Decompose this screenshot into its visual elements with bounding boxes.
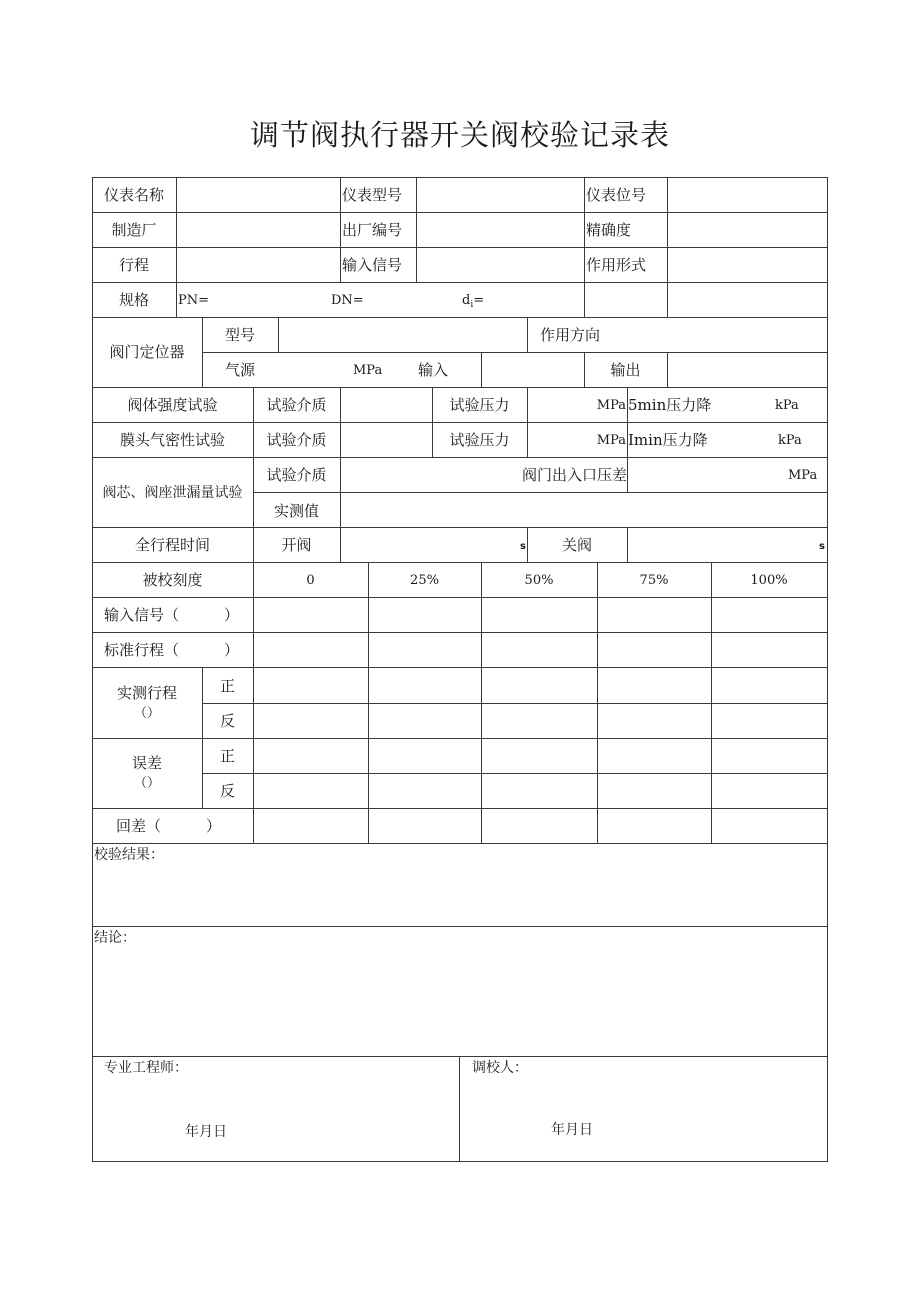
- standard-stroke-row-label: 标准行程（ ）: [104, 641, 240, 659]
- test-pressure-label: 试验压力: [449, 396, 510, 414]
- h-line: [202, 703, 828, 704]
- v-line: [627, 527, 628, 562]
- h-line: [92, 926, 828, 927]
- v-line: [176, 177, 177, 282]
- diff-pressure-label: 阀门出入口压差: [521, 466, 627, 484]
- h-line: [92, 387, 828, 388]
- h-line: [92, 177, 828, 178]
- test-medium-label: 试验介质: [266, 466, 327, 484]
- v-line: [340, 387, 341, 457]
- pressure-unit: MPa: [596, 433, 626, 448]
- action-form-label: 作用形式: [586, 256, 647, 274]
- v-line: [278, 317, 279, 352]
- positioner-input-label: 输入: [418, 361, 449, 379]
- form-title: 调节阀执行器开关阀校验记录表: [249, 118, 670, 152]
- scale-point-100: 100%: [750, 573, 788, 588]
- v-line: [176, 282, 177, 317]
- v-line: [92, 177, 93, 1162]
- calibrator-date: 年月日: [551, 1122, 593, 1138]
- stroke-label: 行程: [118, 256, 149, 274]
- positioner-output-label: 输出: [610, 361, 641, 379]
- close-valve-label: 关阀: [561, 536, 592, 554]
- body-strength-label: 阀体强度试验: [127, 396, 218, 414]
- spec-label: 规格: [118, 291, 149, 309]
- action-direction-label: 作用方向: [540, 326, 601, 344]
- test-medium-label: 试验介质: [266, 431, 327, 449]
- open-time-unit: s: [520, 541, 526, 552]
- instrument-tag-label: 仪表位号: [586, 186, 647, 204]
- h-line: [92, 1056, 828, 1057]
- accuracy-label: 精确度: [586, 221, 632, 239]
- instrument-name-label: 仪表名称: [103, 186, 164, 204]
- pressure-drop-5min-label: 5min压力降: [628, 396, 712, 414]
- calibration-result-label: 校验结果：: [94, 847, 164, 863]
- v-line: [527, 317, 528, 352]
- measured-stroke-unit: （）: [133, 706, 160, 721]
- air-source-label: 气源: [224, 361, 255, 379]
- error-unit: （）: [133, 776, 160, 791]
- v-line: [481, 562, 482, 843]
- v-line: [368, 562, 369, 843]
- engineer-date: 年月日: [185, 1124, 227, 1140]
- h-line: [92, 282, 828, 283]
- measured-value-label: 实测值: [273, 502, 319, 520]
- h-line: [202, 773, 828, 774]
- diaphragm-seal-label: 膜头气密性试验: [119, 431, 225, 449]
- pn-field: PN=: [178, 293, 210, 308]
- serial-number-label: 出厂编号: [342, 221, 403, 239]
- dn-field: DN=: [331, 293, 364, 308]
- v-line: [459, 1056, 460, 1161]
- h-line: [92, 562, 828, 563]
- v-line: [340, 177, 341, 282]
- v-line: [597, 562, 598, 843]
- scale-point-75: 75%: [639, 573, 669, 588]
- h-line: [92, 457, 828, 458]
- h-line: [92, 808, 828, 809]
- h-line: [92, 1161, 828, 1162]
- scale-point-25: 25%: [410, 573, 439, 588]
- engineer-label: 专业工程师：: [104, 1060, 188, 1076]
- input-signal-row-label: 输入信号（ ）: [104, 606, 240, 624]
- forward-label: 正: [219, 677, 235, 695]
- di-field: $d_i=$: [462, 293, 485, 310]
- h-line: [92, 632, 828, 633]
- v-line: [253, 562, 254, 843]
- instrument-model-label: 仪表型号: [342, 186, 403, 204]
- pressure-drop-1min-label: Imin压力降: [628, 431, 708, 449]
- h-line: [92, 527, 828, 528]
- manufacturer-label: 制造厂: [111, 221, 157, 239]
- v-line: [627, 457, 628, 492]
- air-unit: MPa: [353, 363, 383, 378]
- h-line: [92, 247, 828, 248]
- close-time-unit: s: [819, 541, 825, 552]
- reverse-label: 反: [219, 782, 235, 800]
- forward-label: 正: [219, 747, 235, 765]
- pressure-drop-unit: kPa: [778, 433, 802, 448]
- v-line: [584, 282, 585, 317]
- scale-point-50: 50%: [524, 573, 554, 588]
- v-line: [340, 527, 341, 562]
- test-medium-label: 试验介质: [266, 396, 327, 414]
- h-line: [92, 212, 828, 213]
- scale-point-0: 0: [306, 573, 315, 588]
- measured-stroke-label: 实测行程: [116, 684, 177, 702]
- full-stroke-time-label: 全行程时间: [134, 536, 210, 554]
- h-line: [92, 422, 828, 423]
- v-line: [584, 177, 585, 282]
- calibrated-scale-label: 被校刻度: [142, 571, 203, 589]
- conclusion-label: 结论：: [94, 930, 136, 946]
- reverse-label: 反: [219, 712, 235, 730]
- v-line: [827, 177, 828, 1162]
- diff-pressure-unit: MPa: [788, 468, 818, 483]
- test-pressure-label: 试验压力: [449, 431, 510, 449]
- calibrator-label: 调校人：: [472, 1060, 528, 1076]
- pressure-unit: MPa: [596, 398, 626, 413]
- v-line: [667, 282, 668, 317]
- h-line: [202, 352, 828, 353]
- pressure-drop-unit: kPa: [775, 398, 799, 413]
- v-line: [667, 177, 668, 282]
- positioner-label: 阀门定位器: [109, 343, 185, 361]
- v-line: [416, 177, 417, 282]
- error-label: 误差: [131, 754, 162, 772]
- v-line: [667, 352, 668, 387]
- h-line: [92, 843, 828, 844]
- h-line: [92, 597, 828, 598]
- leak-test-label: 阀芯、阀座泄漏量试验: [102, 485, 243, 501]
- input-signal-label: 输入信号: [342, 256, 403, 274]
- open-valve-label: 开阀: [281, 536, 312, 554]
- positioner-type-label: 型号: [224, 326, 255, 344]
- v-line: [711, 562, 712, 843]
- hysteresis-row-label: 回差（ ）: [116, 817, 222, 835]
- v-line: [481, 352, 482, 387]
